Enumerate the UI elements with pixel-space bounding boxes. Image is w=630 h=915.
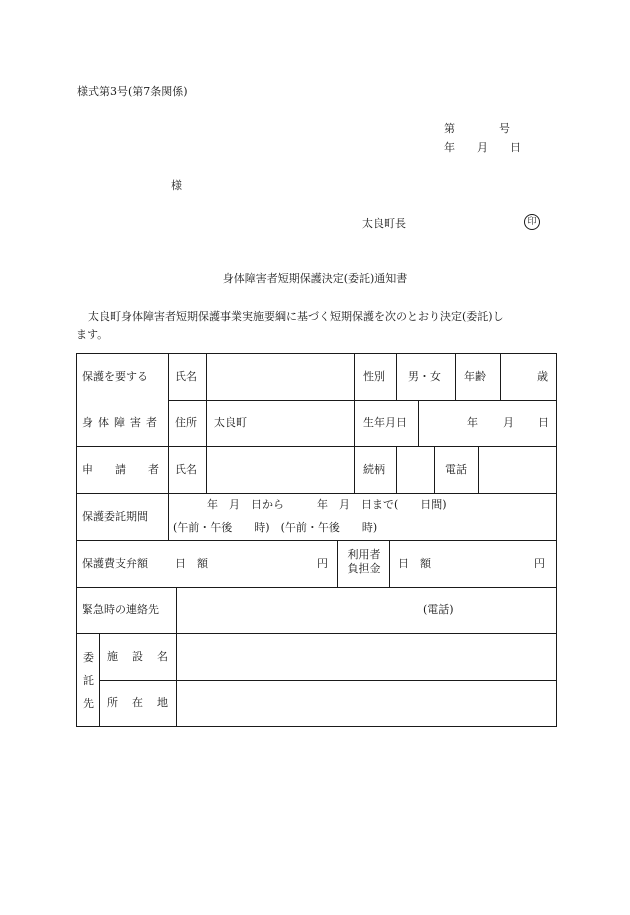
emergency-phone[interactable]: (電話) [423,603,454,616]
document-number: 第 号 [444,122,510,135]
name-label: 氏名 [175,370,197,383]
entrust-period-dates[interactable]: 年 月 日から 年 月 日まで( 日間) [207,498,447,511]
dob-label: 生年月日 [363,416,407,429]
table-vline [418,400,419,447]
table-border-bottom [76,726,557,727]
seal-stamp: 印 [524,214,540,230]
age-label: 年齢 [464,370,486,383]
facility-name-field[interactable] [177,634,555,679]
applicant-label: 申請者 [82,463,181,476]
document-date: 年 月 日 [444,141,521,154]
gender-label: 性別 [363,370,385,383]
table-hline [76,587,557,588]
table-vline [354,353,355,447]
requires-protection-label: 保護を要する [82,370,148,383]
daily-amount-label: 日 額 [175,557,208,570]
applicant-name-field[interactable] [207,447,353,492]
table-border-right [556,353,557,727]
dob-year: 年 [467,416,478,429]
yen-unit: 円 [317,557,328,570]
table-border-left [76,353,77,727]
gender-options[interactable]: 男・女 [408,370,441,383]
document-title: 身体障害者短期保護決定(委託)通知書 [222,272,408,285]
phone-label: 電話 [445,463,467,476]
table-vline [478,446,479,493]
address-value[interactable]: 太良町 [214,416,247,429]
table-vline [354,446,355,493]
yen-unit-2: 円 [534,557,545,570]
user-burden-label: 利用者 負担金 [347,548,381,575]
applicant-name-label: 氏名 [175,463,197,476]
relation-label: 続柄 [363,463,385,476]
daily-amount-label-2: 日 額 [398,557,431,570]
disabled-person-label: 身体障害者 [82,416,162,429]
dob-day: 日 [538,416,549,429]
emergency-contact-label: 緊急時の連絡先 [82,603,159,616]
table-hline [76,493,557,494]
entrust-char-3: 先 [83,697,94,710]
entrust-period-label: 保護委託期間 [82,510,148,523]
table-vline [168,353,169,540]
issuer-name: 太良町長 [362,217,406,230]
table-vline [500,353,501,400]
table-vline [337,540,338,587]
body-text [76,308,558,344]
table-vline [396,446,397,493]
body-line-1: 太良町身体障害者短期保護事業実施要綱に基づく短期保護を次のとおり決定(委託)し [88,310,504,323]
age-unit: 歳 [537,370,548,383]
form-number-label: 様式第3号(第7条関係) [77,85,188,98]
body-line-2: ます。 [76,328,109,341]
protection-cost-label: 保護費支弁額 [82,557,148,570]
table-vline [389,540,390,587]
table-vline [455,353,456,400]
table-vline [396,353,397,400]
recipient-suffix: 様 [171,179,182,192]
entrust-char-1: 委 [83,651,94,664]
table-vline [99,633,100,727]
name-field[interactable] [207,354,353,399]
address-label: 住所 [175,416,197,429]
entrust-period-times[interactable]: (午前・午後 時) (午前・午後 時) [173,521,378,534]
dob-month: 月 [503,416,514,429]
table-hline [76,540,557,541]
facility-name-label: 施設名 [107,650,182,663]
table-vline [434,446,435,493]
location-label: 所在地 [107,696,182,709]
location-field[interactable] [177,681,555,726]
entrust-char-2: 託 [83,674,94,687]
table-hline [168,400,557,401]
